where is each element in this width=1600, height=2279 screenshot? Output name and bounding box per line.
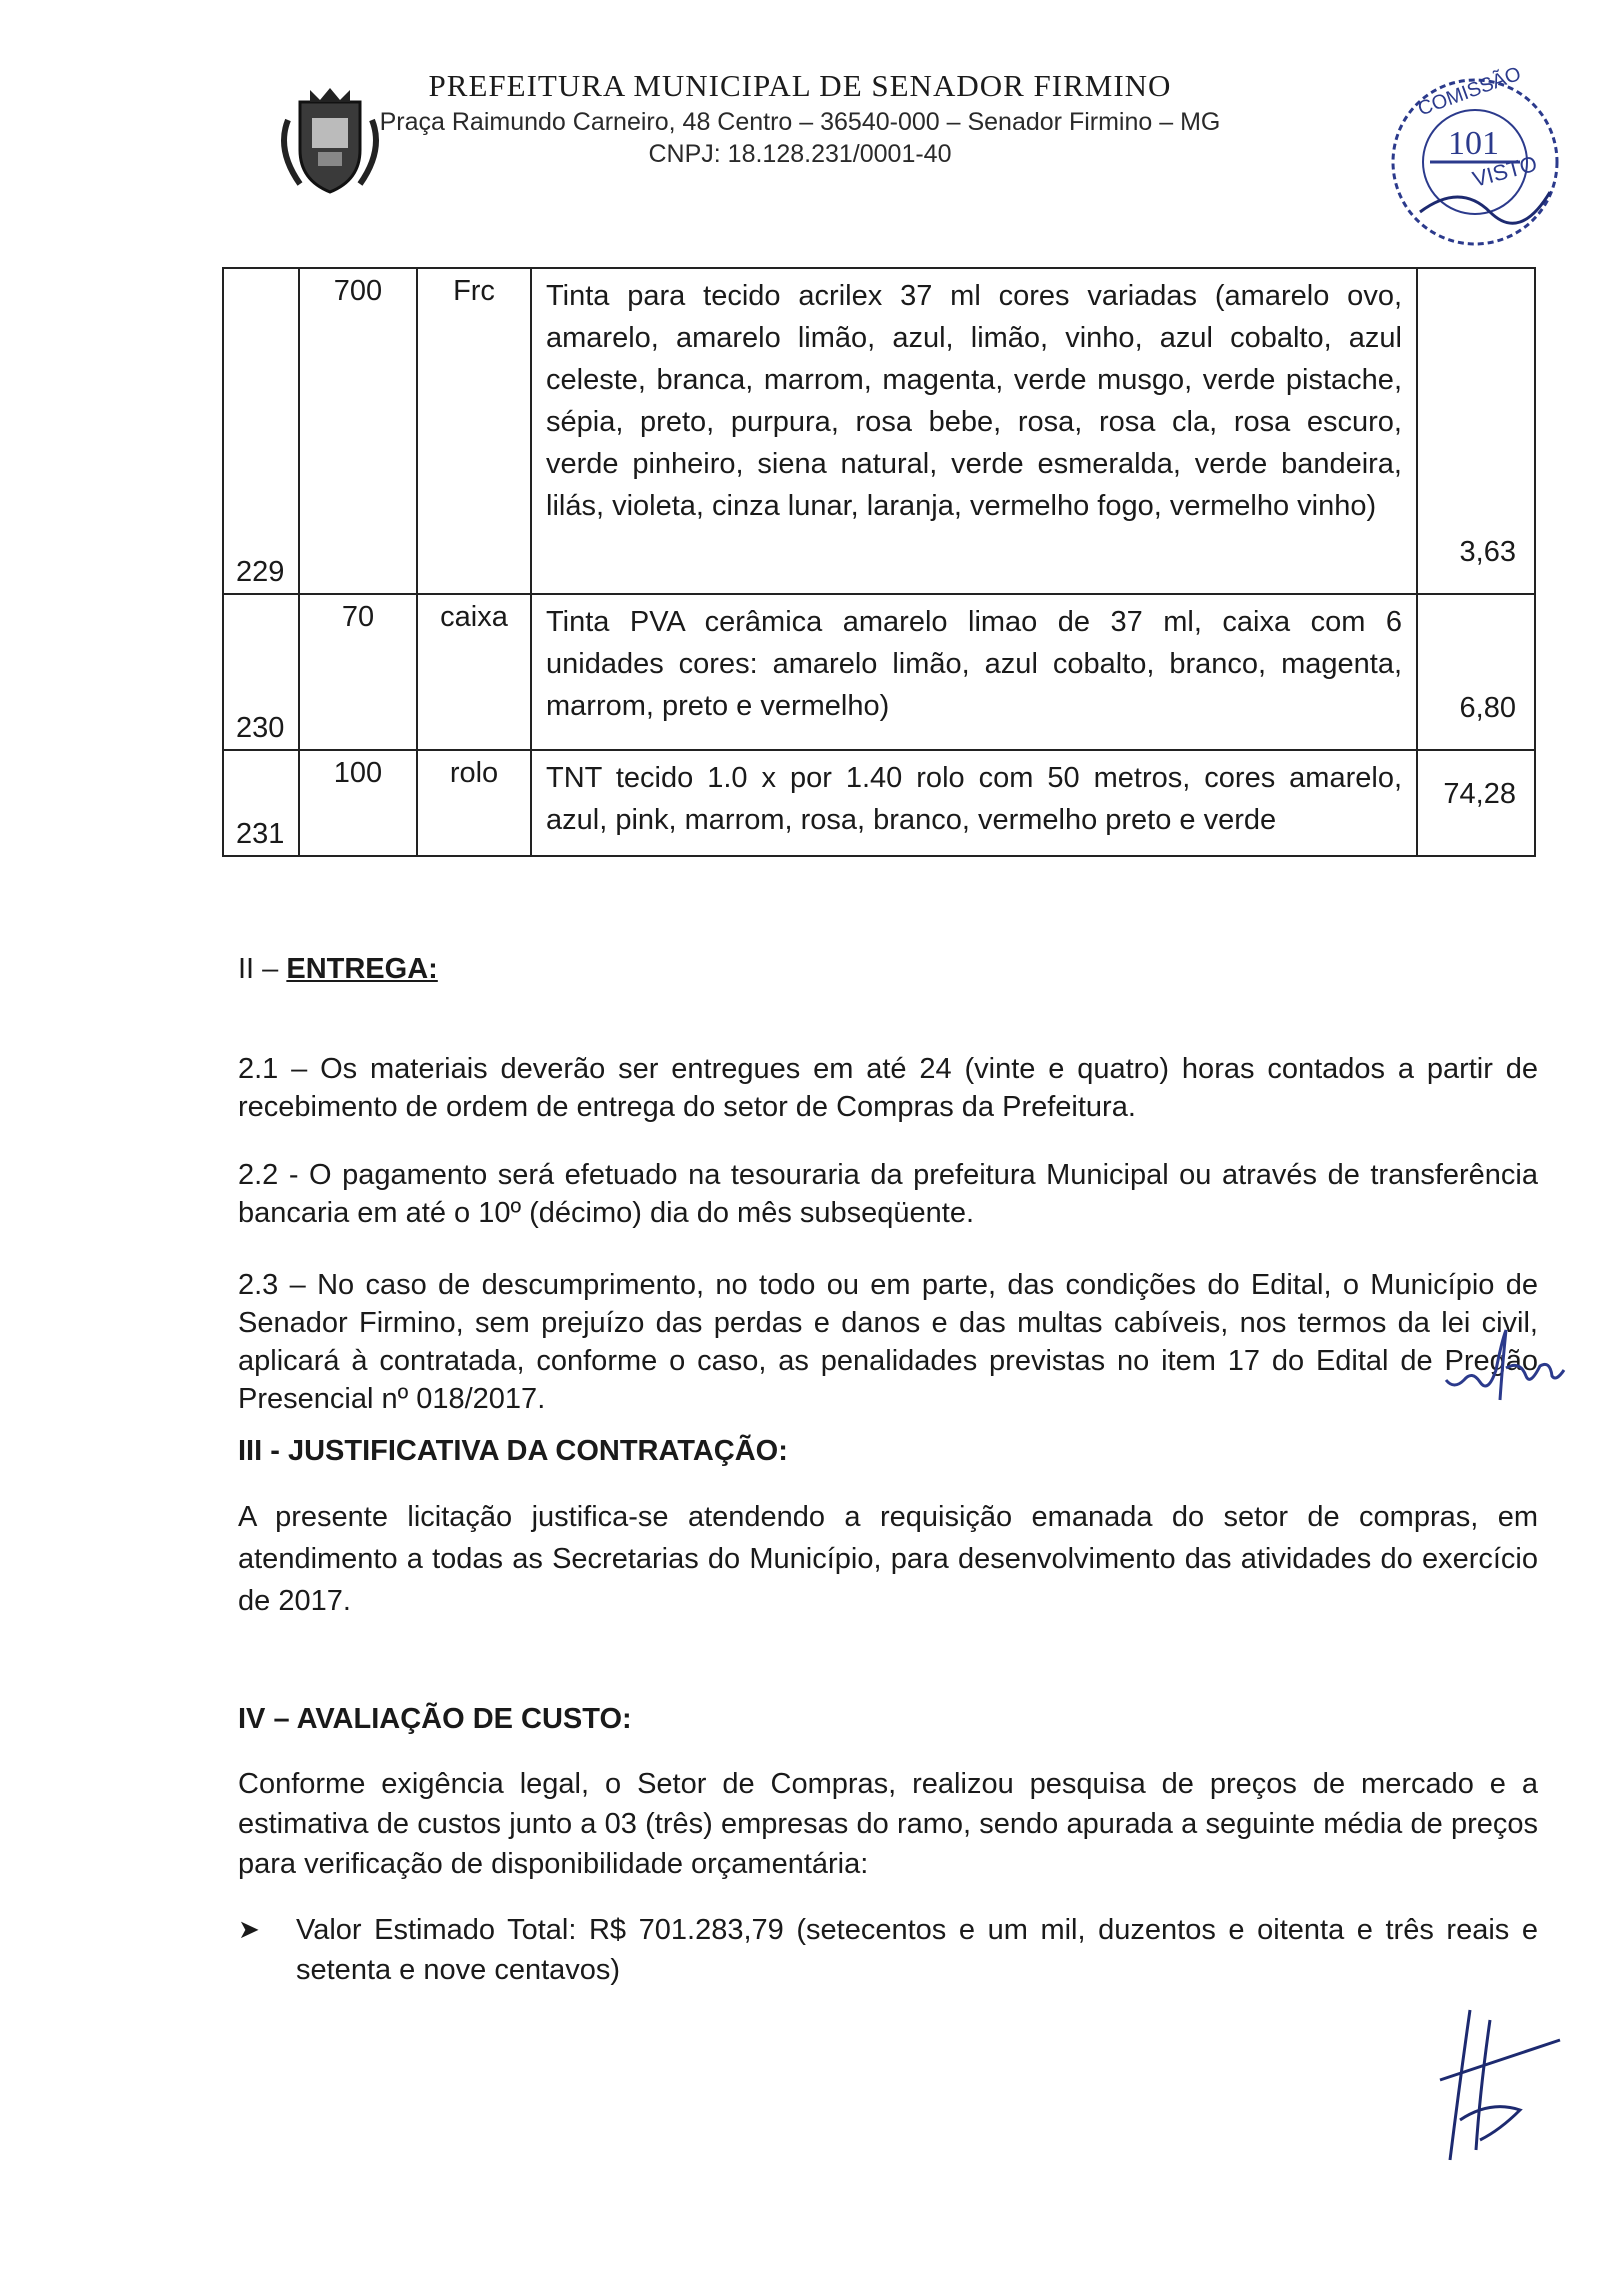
item-description: TNT tecido 1.0 x por 1.40 rolo com 50 metros, cores amarelo, azul, pink, marrom, rosa, branco, vermelho preto e verde [531, 750, 1417, 856]
page-header-title: PREFEITURA MUNICIPAL DE SENADOR FIRMINO [428, 68, 1172, 103]
item-price: 6,80 [1417, 594, 1535, 750]
section-number: II – [238, 953, 287, 985]
paragraph-justificativa: A presente licitação justifica-se atendendo a requisição emanada do setor de compras, em atendimento a todas as Secretarias do Município, para desenvolvimento das atividades do exercício de 2017. [238, 1501, 1538, 1617]
handwritten-signature [1420, 2000, 1570, 2170]
stamp-label: COMISSÃO [1415, 62, 1524, 121]
section-heading [238, 950, 1538, 988]
stamp-number: 101 [1448, 125, 1499, 162]
estimated-total: Valor Estimado Total: R$ 701.283,79 (setecentos e um mil, duzentos e oitenta e três reais e setenta e nove centavos) [296, 1914, 1538, 1986]
item-unit: caixa [417, 594, 531, 750]
item-quantity: 70 [299, 594, 417, 750]
item-quantity: 100 [299, 750, 417, 856]
items-table [222, 267, 1536, 857]
justificativa-heading: III - JUSTIFICATIVA DA CONTRATAÇÃO: [238, 1435, 788, 1467]
item-description: Tinta PVA cerâmica amarelo limao de 37 ml, caixa com 6 unidades cores: amarelo limão, azul cobalto, branco, magenta, marrom, preto e vermelho) [531, 594, 1417, 750]
handwritten-initials [1440, 1320, 1570, 1410]
approval-stamp [1380, 62, 1570, 262]
arrow-bullet-icon: ➤ [238, 1914, 260, 1944]
stamp-visto: VISTO [1469, 150, 1540, 192]
header-cnpj: CNPJ: 18.128.231/0001-40 [648, 140, 952, 168]
paragraph-2-2: 2.2 - O pagamento será efetuado na tesouraria da prefeitura Municipal ou através de transferência bancaria em até o 10º (décimo) dia do mês subseqüente. [238, 1159, 1538, 1229]
section-justificativa [238, 1432, 1538, 1622]
paragraph-2-1: 2.1 – Os materiais deverão ser entregues em até 24 (vinte e quatro) horas contados a partir de recebimento de ordem de entrega do setor de Compras da Prefeitura. [238, 1053, 1538, 1123]
item-price: 74,28 [1417, 750, 1535, 856]
item-price: 3,63 [1417, 268, 1535, 594]
section-avaliacao [238, 1700, 1538, 1990]
paragraph-avaliacao: Conforme exigência legal, o Setor de Compras, realizou pesquisa de preços de mercado e a estimativa de custos junto a 03 (três) empresas do ramo, sendo apurada a seguinte média de preços para verificação de disponibilidade orçamentária: [238, 1768, 1538, 1880]
item-unit: Frc [417, 268, 531, 594]
table-row [223, 750, 1535, 856]
section-entrega [238, 950, 1538, 1418]
item-number: 231 [223, 750, 299, 856]
item-number: 230 [223, 594, 299, 750]
list-item [238, 1910, 1538, 1990]
avaliacao-heading: IV – AVALIAÇÃO DE CUSTO: [238, 1703, 632, 1735]
paragraph-2-3: 2.3 – No caso de descumprimento, no todo ou em parte, das condições do Edital, o Município de Senador Firmino, sem prejuízo das perdas e danos e das multas cabíveis, nos termos da lei civil, aplicará à contratada, conforme o caso, as penalidades previstas no item 17 do Edital de Pregão Presencial nº 018/2017. [238, 1269, 1538, 1415]
item-quantity: 700 [299, 268, 417, 594]
table-row [223, 268, 1535, 594]
item-description: Tinta para tecido acrilex 37 ml cores variadas (amarelo ovo, amarelo, amarelo limão, azul, limão, vinho, azul cobalto, azul celeste, branca, marrom, magenta, verde musgo, verde pistache, sépia, preto, purpura, rosa bebe, rosa, rosa cla, rosa escuro, verde pinheiro, siena natural, verde esmeralda, verde bandeira, lilás, violeta, cinza lunar, laranja, vermelho fogo, vermelho vinho) [531, 268, 1417, 594]
table-row [223, 594, 1535, 750]
entrega-heading: ENTREGA: [286, 953, 438, 985]
header-address: Praça Raimundo Carneiro, 48 Centro – 36540-000 – Senador Firmino – MG [379, 108, 1221, 136]
item-unit: rolo [417, 750, 531, 856]
item-number: 229 [223, 268, 299, 594]
